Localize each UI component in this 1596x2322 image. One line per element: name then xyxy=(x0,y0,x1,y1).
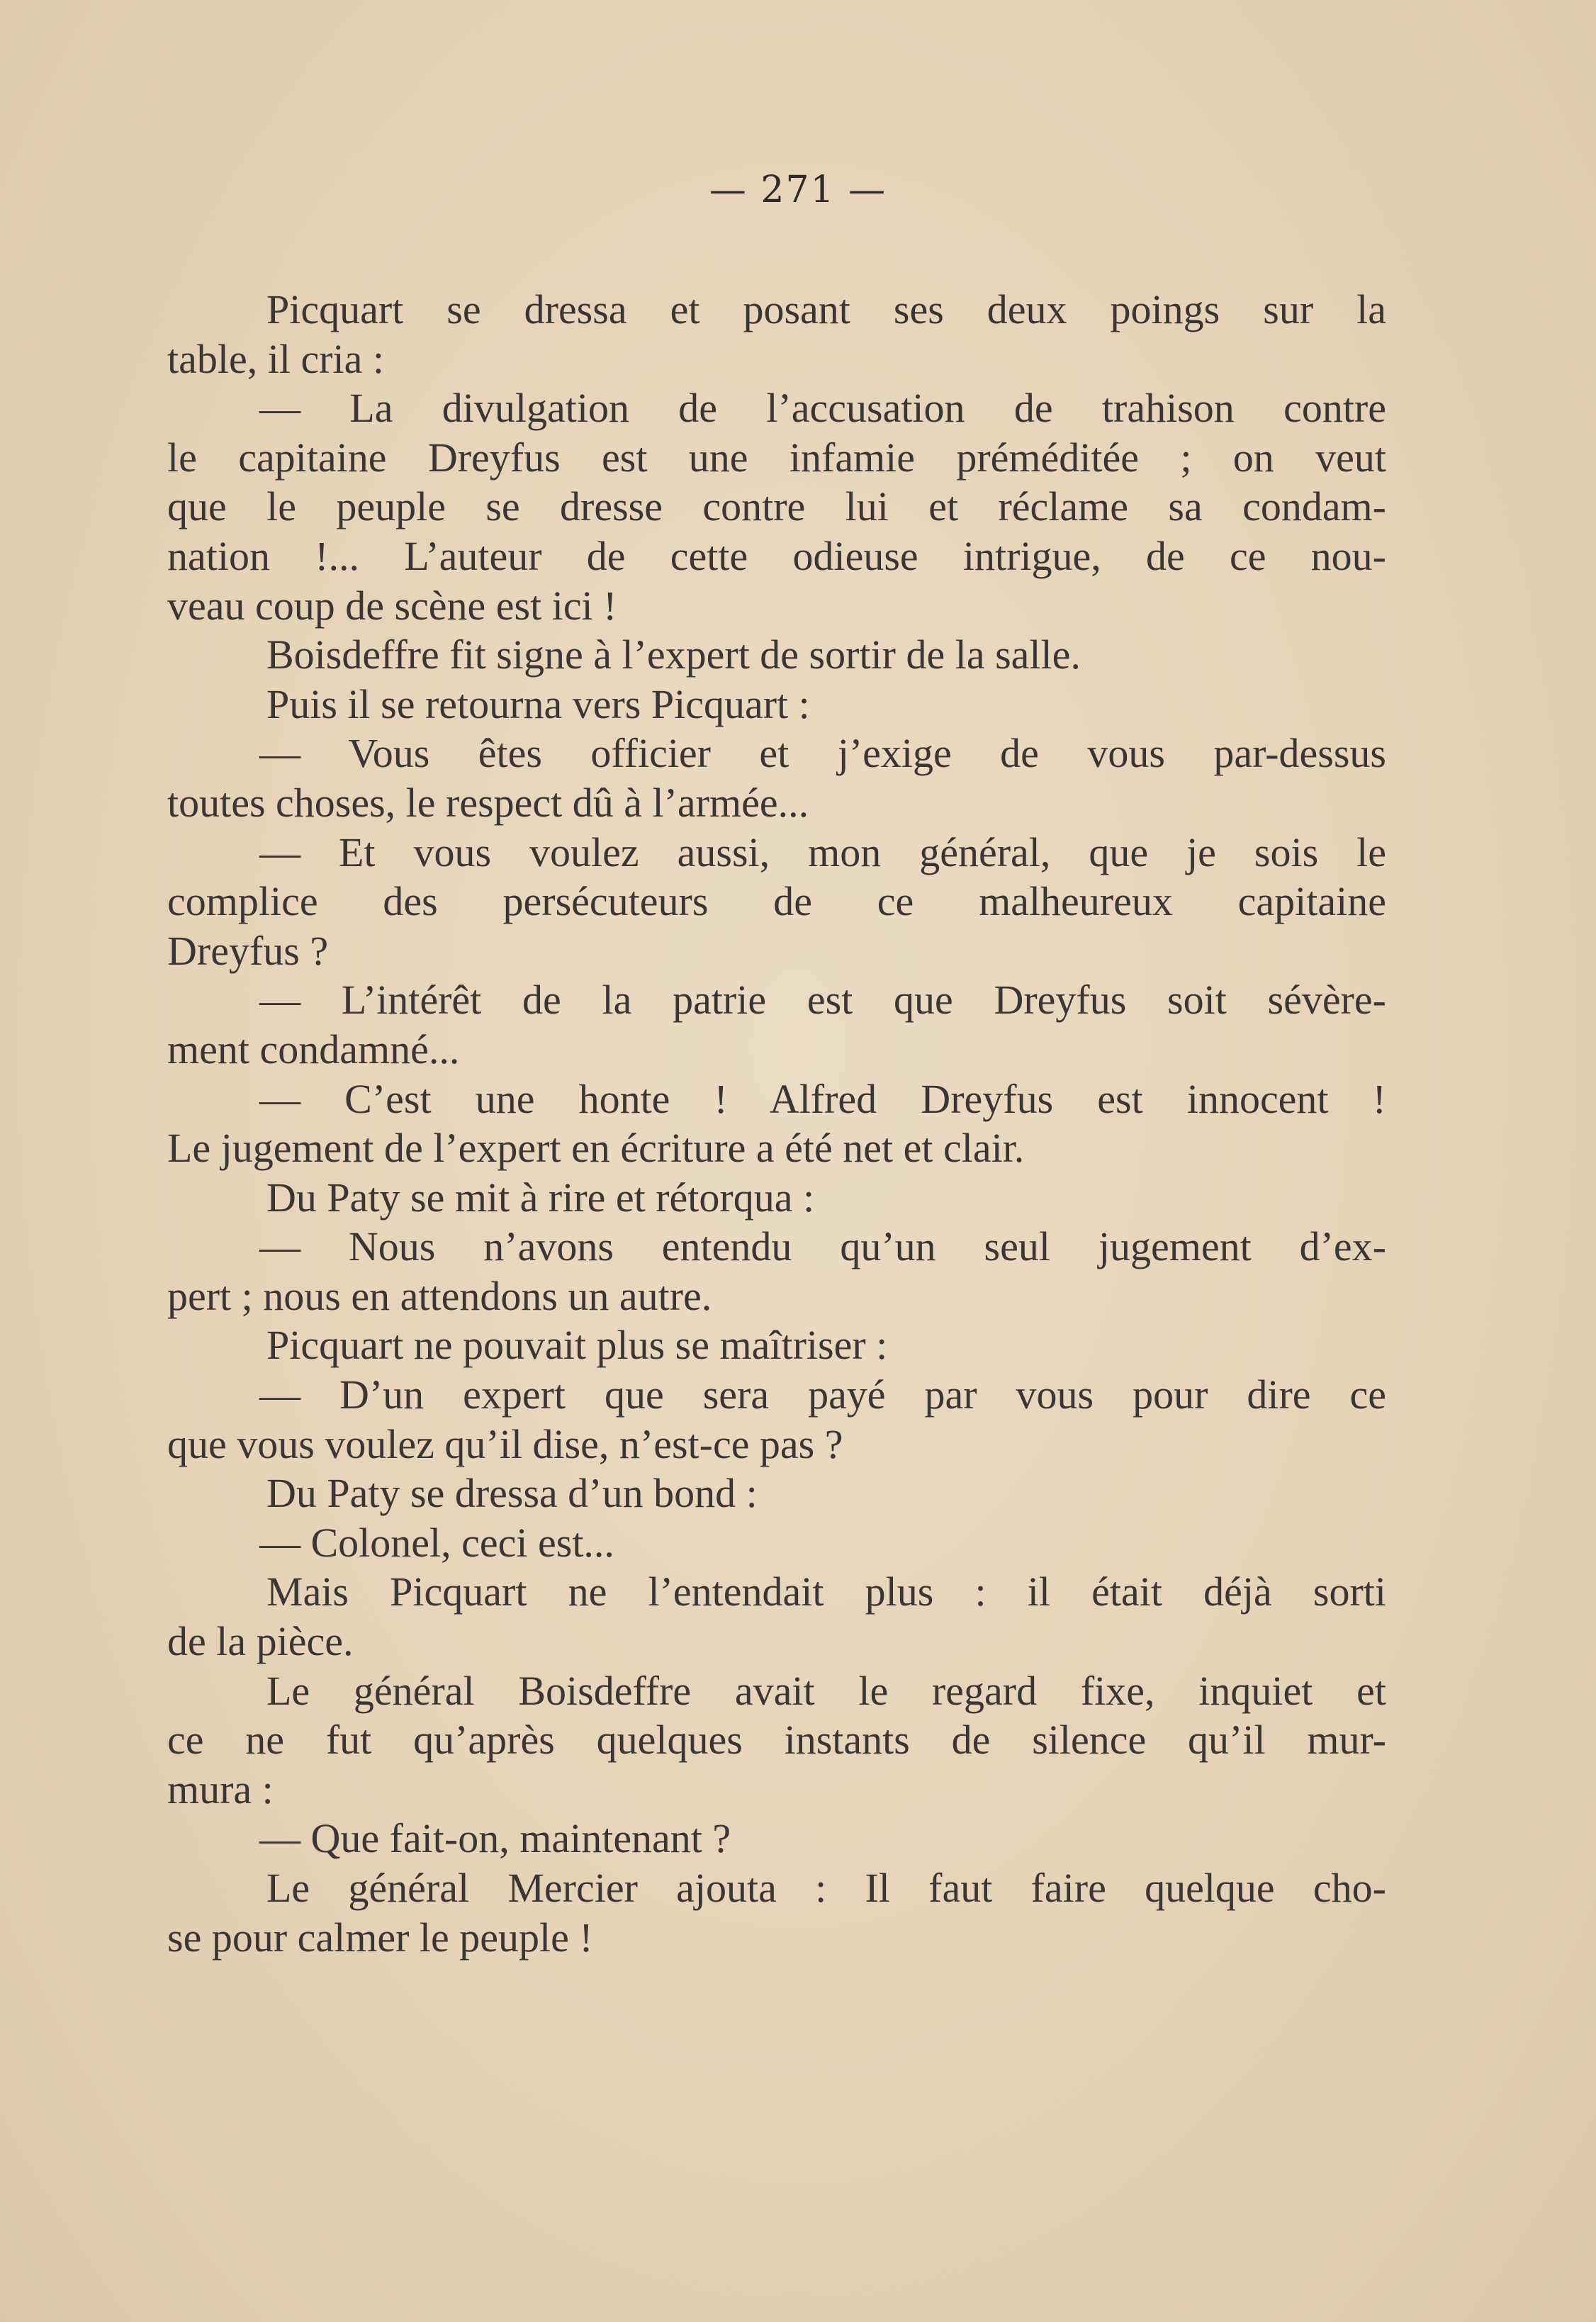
text-line: complice des persécuteurs de ce malheureux capitaine xyxy=(167,878,1386,925)
page-number: — 271 — xyxy=(709,169,887,211)
text-line: — L’intérêt de la patrie est que Dreyfus soit sévère- xyxy=(259,977,1386,1023)
text-line: Du Paty se mit à rire et rétorqua : xyxy=(266,1174,815,1221)
text-line: de la pièce. xyxy=(167,1618,354,1665)
text-line: veau coup de scène est ici ! xyxy=(167,582,617,629)
text-line: ment condamné... xyxy=(167,1026,460,1072)
text-line: Boisdeffre fit signe à l’expert de sortir de la salle. xyxy=(266,632,1081,678)
text-line: — Et vous voulez aussi, mon général, que je sois le xyxy=(259,829,1386,875)
text-line: Mais Picquart ne l’entendait plus : il était déjà sorti xyxy=(266,1569,1386,1615)
text-line: — C’est une honte ! Alfred Dreyfus est innocent ! xyxy=(259,1075,1386,1122)
text-line: Picquart se dressa et posant ses deux poings sur la xyxy=(266,286,1386,332)
text-line: — Que fait-on, maintenant ? xyxy=(259,1815,731,1862)
text-line: pert ; nous en attendons un autre. xyxy=(167,1272,712,1319)
text-line: — Nous n’avons entendu qu’un seul jugement d’ex- xyxy=(259,1223,1386,1270)
text-line: Le général Mercier ajouta : Il faut faire quelque cho- xyxy=(266,1865,1386,1911)
text-line: se pour calmer le peuple ! xyxy=(167,1914,593,1961)
text-line: Du Paty se dressa d’un bond : xyxy=(266,1470,758,1517)
text-line: mura : xyxy=(167,1766,274,1812)
text-line: Dreyfus ? xyxy=(167,927,329,974)
text-line: que le peuple se dresse contre lui et réclame sa condam- xyxy=(167,483,1386,530)
text-line: Picquart ne pouvait plus se maîtriser : xyxy=(266,1322,888,1369)
text-line: nation !... L’auteur de cette odieuse intrigue, de ce nou- xyxy=(167,532,1386,579)
text-line: le capitaine Dreyfus est une infamie préméditée ; on veut xyxy=(167,434,1386,481)
text-line: table, il cria : xyxy=(167,335,384,382)
body-text xyxy=(167,285,1386,1962)
text-line: — Vous êtes officier et j’exige de vous par-dessus xyxy=(259,730,1386,777)
text-line: Puis il se retourna vers Picquart : xyxy=(266,680,810,727)
text-line: toutes choses, le respect dû à l’armée... xyxy=(167,779,809,826)
text-line: Le jugement de l’expert en écriture a été net et clair. xyxy=(167,1125,1025,1172)
text-line: Le général Boisdeffre avait le regard fixe, inquiet et xyxy=(266,1667,1386,1714)
text-line: — D’un expert que sera payé par vous pour dire ce xyxy=(259,1372,1386,1418)
text-line: — Colonel, ceci est... xyxy=(259,1519,614,1566)
text-line: que vous voulez qu’il dise, n’est-ce pas ? xyxy=(167,1420,843,1467)
text-line: — La divulgation de l’accusation de trahison contre xyxy=(259,385,1386,432)
text-line: ce ne fut qu’après quelques instants de silence qu’il mur- xyxy=(167,1717,1386,1763)
